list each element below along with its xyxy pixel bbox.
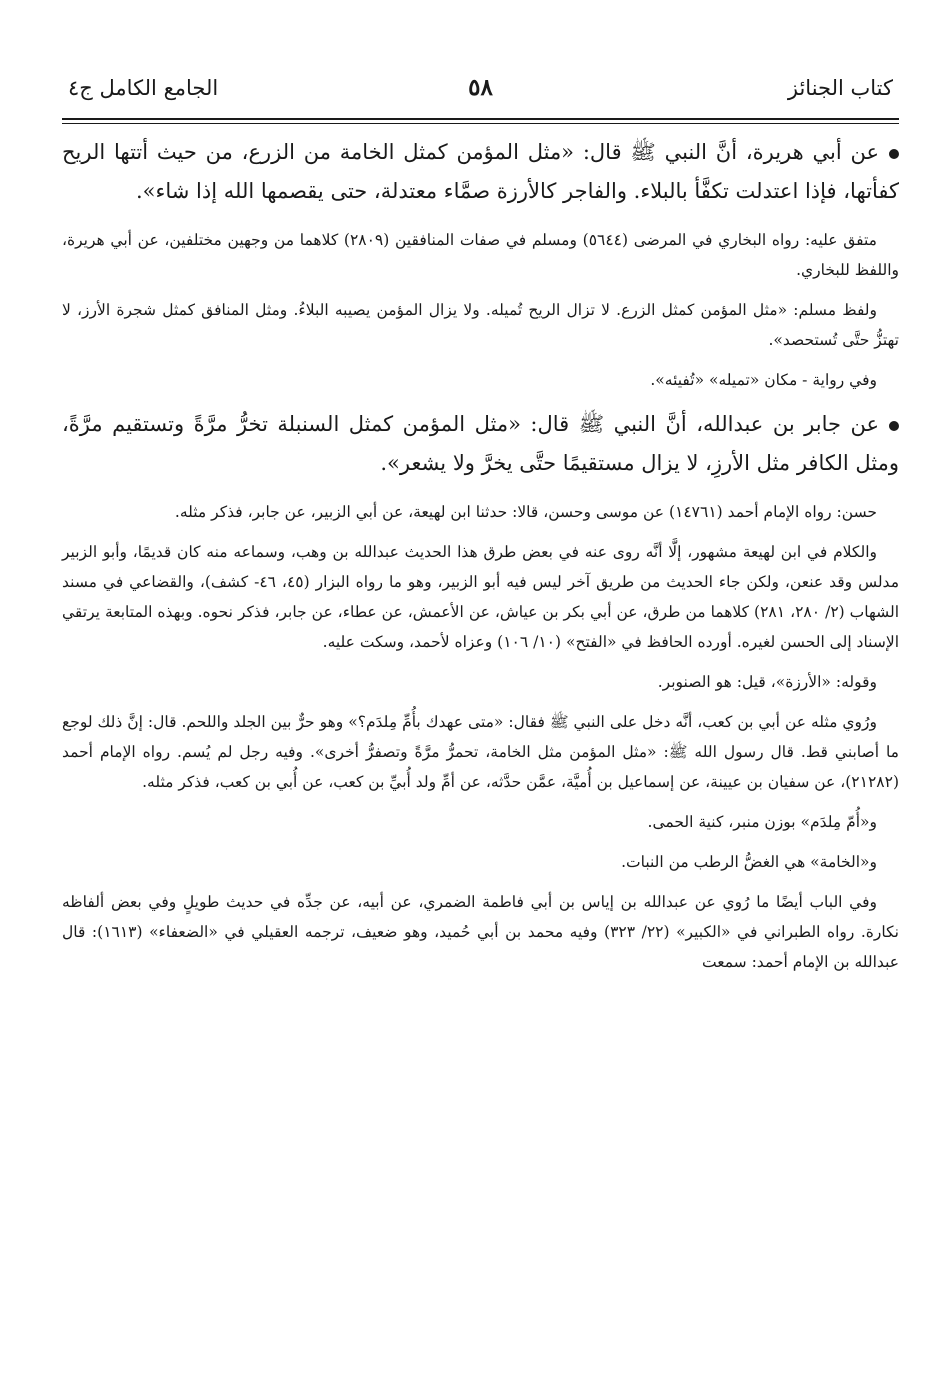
commentary-paragraph: ورُوي مثله عن أبي بن كعب، أنَّه دخل على النبي ﷺ فقال: «متى عهدك بأُمِّ مِلدَم؟» وهو حرٌّ بين الجلد واللحم. قال: إنَّ ذلك لوجع ما أصابني قط. قال رسول الله ﷺ: «مثل المؤمن مثل الخامة، تحمرُّ مرَّةً وتصفرُّ أخرى». وفيه رجل لم يُسم. رواه الإمام أحمد (٢١٢٨٢)، عن سفيان بن عيينة، عن إسماعيل بن أُميَّة، عمَّن حدَّثه، عن أمِّ ولد أُبيِّ بن كعب، عن أُبي بن كعب، فذكر مثله. xyxy=(62,713,899,791)
commentary-paragraph: حسن: رواه الإمام أحمد (١٤٧٦١) عن موسى وحسن، قالا: حدثنا ابن لهيعة، عن أبي الزبير، عن جابر، فذكر مثله. xyxy=(174,503,877,521)
hadith-paragraph xyxy=(62,133,899,211)
hadith-paragraph xyxy=(62,405,899,483)
commentary-paragraph: وفي الباب أيضًا ما رُوي عن عبدالله بن إياس بن أبي فاطمة الضمري، عن أبيه، عن جدِّه في حديث طويلٍ وفي بعض ألفاظه نكارة. رواه الطبراني في «الكبير» (٢٢/ ٣٢٣) وفيه محمد بن أبي حُميد، وهو ضعيف، ترجمه العقيلي في «الضعفاء» (١٦١٣): قال عبدالله بن الإمام أحمد: سمعت xyxy=(62,893,899,971)
commentary-paragraph: و«أُمّ مِلدَم» بوزن منبر، كنية الحمى. xyxy=(647,813,877,831)
book-page xyxy=(62,0,899,1381)
commentary-paragraph: والكلام في ابن لهيعة مشهور، إلَّا أنَّه روى عنه في بعض طرق هذا الحديث عبدالله بن وهب، وسماعه منه كان قديمًا، وأبو الزبير مدلس وقد عنعن، ولكن جاء الحديث من طريق آخر ليس فيه أبو الزبير، وهو ما رواه البزار (٤٥، ٤٦- كشف)، والقضاعي في مسند الشهاب (٢/ ٢٨٠، ٢٨١) كلاهما من طرق، عن أبي بكر بن عياش، عن الأعمش، عن عطاء، عن جابر، فذكر نحوه. وبهذه المتابعة يرتقي الإسناد إلى الحسن لغيره. أورده الحافظ في «الفتح» (١٠/ ١٠٦) وعزاه لأحمد، وسكت عليه. xyxy=(62,543,900,651)
bullet-icon xyxy=(889,149,899,159)
volume-title: الجامع الكامل ج٤ xyxy=(68,76,219,100)
hadith-text: عن جابر بن عبدالله، أنَّ النبي ﷺ قال: «مثل المؤمن كمثل السنبلة تخرُّ مرَّةً وتستقيم مرَّةً، ومثل الكافر مثل الأرزِ، لا يزال مستقيمًا حتَّى يخرَّ ولا يشعر». xyxy=(62,412,899,475)
commentary-paragraph: وقوله: «الأرزة»، قيل: هو الصنوبر. xyxy=(657,673,877,691)
bullet-icon xyxy=(889,421,899,431)
book-title: كتاب الجنائز xyxy=(787,76,893,100)
commentary-paragraph: وفي رواية - مكان «تميله» «تُفيئه». xyxy=(650,371,877,389)
commentary-paragraph: ولفظ مسلم: «مثل المؤمن كمثل الزرع. لا تزال الريح تُميله. ولا يزال المؤمن يصيبه البلاءُ. ومثل المنافق كمثل شجرة الأرز، لا تهتزُّ حتَّى تُستحصد». xyxy=(62,301,899,349)
page-header xyxy=(62,70,899,110)
page-number: ٥٨ xyxy=(468,74,493,101)
hadith-text: عن أبي هريرة، أنَّ النبي ﷺ قال: «مثل المؤمن كمثل الخامة من الزرع، من حيث أتتها الريح كفأتها، فإذا اعتدلت تكفَّأ بالبلاء. والفاجر كالأرزة صمَّاء معتدلة، حتى يقصمها الله إذا شاء». xyxy=(62,140,899,203)
commentary-paragraph: و«الخامة» هي الغضُّ الرطب من النبات. xyxy=(621,853,877,871)
header-rule xyxy=(62,118,899,120)
page-body xyxy=(62,133,899,987)
commentary-paragraph: متفق عليه: رواه البخاري في المرضى (٥٦٤٤) ومسلم في صفات المنافقين (٢٨٠٩) كلاهما من وجهين مختلفين، عن أبي هريرة، واللفظ للبخاري. xyxy=(62,231,899,279)
